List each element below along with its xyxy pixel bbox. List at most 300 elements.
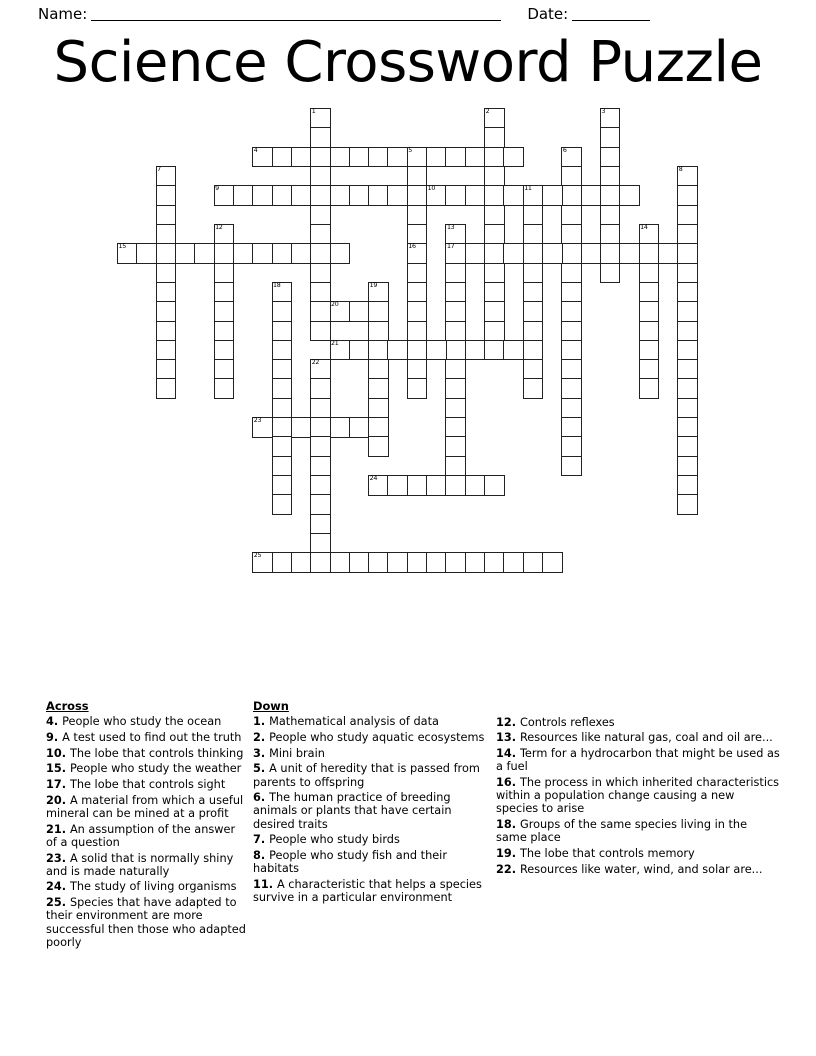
grid-cell[interactable]: [445, 301, 465, 321]
grid-cell[interactable]: [310, 282, 330, 302]
clue-item: [496, 818, 780, 844]
grid-cell[interactable]: [561, 205, 581, 225]
grid-cell-number: 24: [369, 475, 378, 483]
clue-number: 19.: [496, 846, 520, 860]
grid-cell[interactable]: [503, 552, 523, 572]
grid-cell[interactable]: [330, 301, 350, 321]
grid-cell[interactable]: [484, 108, 504, 128]
grid-cell[interactable]: [368, 436, 388, 456]
grid-cell[interactable]: [445, 359, 465, 379]
grid-cell[interactable]: [407, 359, 427, 379]
grid-cell[interactable]: [484, 552, 504, 572]
grid-cell[interactable]: [310, 301, 330, 321]
grid-cell[interactable]: [619, 185, 639, 205]
grid-cell[interactable]: [600, 127, 620, 147]
grid-cell[interactable]: [407, 205, 427, 225]
grid-cell[interactable]: [523, 282, 543, 302]
grid-cell[interactable]: [349, 417, 369, 437]
clue-text: People who study fish and their habitats: [253, 849, 447, 876]
grid-cell[interactable]: [445, 340, 465, 360]
grid-cell[interactable]: [639, 301, 659, 321]
grid-cell[interactable]: [214, 263, 234, 283]
grid-cell[interactable]: [677, 456, 697, 476]
clue-item: [46, 731, 248, 744]
grid-cell-number: 21: [331, 339, 339, 347]
clue-column-down-continued: [490, 700, 780, 951]
grid-cell[interactable]: [310, 456, 330, 476]
grid-cell[interactable]: [639, 263, 659, 283]
grid-cell[interactable]: [349, 185, 369, 205]
grid-cell[interactable]: [214, 301, 234, 321]
grid-cell-number: 8: [678, 165, 683, 173]
grid-cell[interactable]: [426, 552, 446, 572]
grid-cell[interactable]: [677, 166, 697, 186]
grid-cell[interactable]: [484, 127, 504, 147]
grid-cell[interactable]: [310, 494, 330, 514]
clue-column-down: [248, 700, 490, 951]
grid-cell[interactable]: [194, 243, 214, 263]
clue-item: [496, 731, 780, 744]
grid-cell[interactable]: [523, 243, 543, 263]
grid-cell[interactable]: [465, 243, 485, 263]
grid-cell[interactable]: [561, 185, 581, 205]
grid-cell-number: 20: [331, 301, 339, 309]
clue-text: Groups of the same species living in the same place: [496, 817, 748, 845]
grid-cell[interactable]: [445, 224, 465, 244]
grid-cell[interactable]: [310, 127, 330, 147]
grid-cell[interactable]: [272, 436, 292, 456]
grid-cell[interactable]: [465, 185, 485, 205]
grid-cell[interactable]: [600, 185, 620, 205]
grid-cell[interactable]: [368, 359, 388, 379]
grid-cell[interactable]: [677, 398, 697, 418]
grid-cell[interactable]: [407, 301, 427, 321]
grid-cell[interactable]: [445, 378, 465, 398]
grid-cell[interactable]: [445, 456, 465, 476]
grid-cell[interactable]: [600, 263, 620, 283]
grid-cell[interactable]: [677, 205, 697, 225]
grid-cell[interactable]: [291, 552, 311, 572]
grid-cell[interactable]: [233, 185, 253, 205]
grid-cell[interactable]: [677, 243, 697, 263]
grid-cell[interactable]: [677, 359, 697, 379]
grid-cell[interactable]: [484, 263, 504, 283]
grid-cell[interactable]: [310, 243, 330, 263]
grid-cell[interactable]: [310, 436, 330, 456]
grid-cell[interactable]: [407, 185, 427, 205]
grid-cell[interactable]: [310, 205, 330, 225]
grid-cell[interactable]: [387, 340, 407, 360]
grid-cell[interactable]: [639, 378, 659, 398]
grid-cell[interactable]: [291, 417, 311, 437]
grid-cell[interactable]: [349, 301, 369, 321]
grid-cell[interactable]: [117, 243, 137, 263]
grid-cell[interactable]: [523, 359, 543, 379]
grid-cell[interactable]: [156, 205, 176, 225]
grid-cell[interactable]: [445, 552, 465, 572]
grid-cell[interactable]: [214, 282, 234, 302]
grid-cell-number: 4: [253, 146, 258, 154]
clue-text: A characteristic that helps a species survive in a particular environment: [253, 877, 482, 905]
grid-cell[interactable]: [368, 475, 388, 495]
grid-cell[interactable]: [310, 147, 330, 167]
grid-cell[interactable]: [677, 417, 697, 437]
grid-cell[interactable]: [639, 321, 659, 341]
grid-cell[interactable]: [156, 359, 176, 379]
grid-cell[interactable]: [272, 243, 292, 263]
grid-cell[interactable]: [561, 359, 581, 379]
grid-cell[interactable]: [368, 340, 388, 360]
clue-text: The lobe that controls memory: [519, 846, 695, 860]
grid-cell[interactable]: [156, 166, 176, 186]
grid-cell[interactable]: [368, 185, 388, 205]
grid-cell[interactable]: [272, 340, 292, 360]
grid-cell[interactable]: [445, 243, 465, 263]
grid-cell[interactable]: [445, 436, 465, 456]
clue-number: 18.: [496, 817, 520, 831]
grid-cell[interactable]: [156, 282, 176, 302]
grid-cell[interactable]: [561, 417, 581, 437]
grid-cell[interactable]: [156, 243, 176, 263]
grid-cell[interactable]: [600, 166, 620, 186]
grid-cell[interactable]: [639, 243, 659, 263]
grid-cell[interactable]: [272, 301, 292, 321]
grid-cell[interactable]: [561, 436, 581, 456]
grid-cell[interactable]: [445, 321, 465, 341]
grid-cell[interactable]: [387, 147, 407, 167]
grid-cell[interactable]: [561, 398, 581, 418]
grid-cell[interactable]: [349, 147, 369, 167]
grid-cell[interactable]: [214, 378, 234, 398]
grid-cell[interactable]: [272, 398, 292, 418]
grid-cell[interactable]: [330, 552, 350, 572]
grid-cell[interactable]: [619, 243, 639, 263]
grid-cell[interactable]: [272, 475, 292, 495]
grid-cell[interactable]: [156, 224, 176, 244]
grid-cell[interactable]: [368, 552, 388, 572]
grid-cell[interactable]: [349, 552, 369, 572]
grid-cell[interactable]: [484, 147, 504, 167]
grid-cell[interactable]: [561, 378, 581, 398]
grid-cell[interactable]: [156, 263, 176, 283]
clue-item: [46, 715, 248, 728]
grid-cell[interactable]: [330, 417, 350, 437]
clue-item: [496, 776, 780, 816]
grid-cell[interactable]: [310, 398, 330, 418]
grid-cell[interactable]: [484, 185, 504, 205]
clue-text: A solid that is normally shiny and is made naturally: [46, 851, 234, 878]
grid-cell[interactable]: [639, 359, 659, 379]
grid-cell[interactable]: [426, 185, 446, 205]
grid-cell[interactable]: [310, 108, 330, 128]
grid-cell[interactable]: [368, 398, 388, 418]
clue-item: [46, 880, 248, 893]
grid-cell[interactable]: [252, 243, 272, 263]
grid-cell[interactable]: [252, 552, 272, 572]
grid-cell[interactable]: [310, 166, 330, 186]
grid-cell[interactable]: [310, 475, 330, 495]
grid-cell[interactable]: [677, 263, 697, 283]
grid-cell[interactable]: [677, 340, 697, 360]
clue-text: People who study aquatic ecosystems: [269, 730, 485, 744]
grid-cell[interactable]: [136, 243, 156, 263]
grid-cell-number: 1: [311, 108, 316, 115]
grid-cell-number: 25: [253, 552, 262, 560]
grid-cell[interactable]: [272, 456, 292, 476]
grid-cell[interactable]: [156, 185, 176, 205]
clue-text: The lobe that controls thinking: [69, 746, 244, 760]
grid-cell[interactable]: [368, 301, 388, 321]
grid-cell[interactable]: [272, 417, 292, 437]
grid-cell[interactable]: [677, 185, 697, 205]
grid-cell[interactable]: [214, 359, 234, 379]
grid-cell[interactable]: [272, 185, 292, 205]
grid-cell[interactable]: [214, 224, 234, 244]
grid-cell[interactable]: [600, 108, 620, 128]
grid-cell[interactable]: [445, 417, 465, 437]
grid-cell[interactable]: [523, 185, 543, 205]
grid-cell[interactable]: [484, 224, 504, 244]
grid-cell[interactable]: [561, 456, 581, 476]
grid-cell[interactable]: [677, 378, 697, 398]
grid-cell[interactable]: [523, 340, 543, 360]
clue-number: 21.: [46, 822, 70, 836]
name-label: Name:: [38, 5, 88, 23]
grid-cell[interactable]: [175, 243, 195, 263]
grid-cell[interactable]: [445, 147, 465, 167]
clue-item: [253, 715, 490, 728]
grid-cell[interactable]: [503, 340, 523, 360]
clue-item: [46, 852, 248, 878]
grid-cell[interactable]: [484, 205, 504, 225]
grid-cell[interactable]: [291, 243, 311, 263]
clue-item: [496, 847, 780, 860]
grid-cell[interactable]: [561, 243, 581, 263]
grid-cell[interactable]: [484, 243, 504, 263]
grid-cell[interactable]: [272, 378, 292, 398]
grid-cell[interactable]: [561, 263, 581, 283]
grid-cell[interactable]: [387, 552, 407, 572]
grid-cell[interactable]: [330, 147, 350, 167]
grid-cell[interactable]: [561, 147, 581, 167]
grid-cell[interactable]: [677, 475, 697, 495]
grid-cell[interactable]: [407, 263, 427, 283]
grid-cell[interactable]: [600, 243, 620, 263]
grid-cell[interactable]: [503, 243, 523, 263]
grid-cell[interactable]: [407, 166, 427, 186]
grid-cell[interactable]: [368, 147, 388, 167]
grid-cell[interactable]: [484, 282, 504, 302]
grid-cell[interactable]: [523, 224, 543, 244]
grid-cell[interactable]: [214, 340, 234, 360]
grid-cell[interactable]: [156, 378, 176, 398]
grid-cell[interactable]: [639, 340, 659, 360]
grid-cell[interactable]: [407, 224, 427, 244]
clue-item: [46, 778, 248, 791]
grid-cell[interactable]: [310, 224, 330, 244]
grid-cell[interactable]: [214, 321, 234, 341]
grid-cell[interactable]: [349, 340, 369, 360]
grid-cell[interactable]: [310, 378, 330, 398]
clue-text: Resources like natural gas, coal and oil are...: [519, 731, 773, 745]
clue-number: 1.: [253, 715, 270, 729]
grid-cell[interactable]: [233, 243, 253, 263]
clue-number: 23.: [46, 851, 70, 865]
grid-cell[interactable]: [310, 263, 330, 283]
grid-cell[interactable]: [484, 475, 504, 495]
grid-cell[interactable]: [368, 417, 388, 437]
grid-cell[interactable]: [484, 301, 504, 321]
grid-cell[interactable]: [465, 475, 485, 495]
grid-cell[interactable]: [272, 552, 292, 572]
clue-number: 17.: [46, 778, 70, 792]
grid-cell[interactable]: [310, 533, 330, 553]
grid-cell[interactable]: [407, 552, 427, 572]
clue-text: The process in which inherited characteristics within a population change causing a new species to arise: [496, 775, 780, 816]
grid-cell[interactable]: [252, 147, 272, 167]
clue-number: 5.: [253, 762, 270, 776]
clue-text: Resources like water, wind, and solar are...: [519, 862, 763, 876]
grid-cell[interactable]: [368, 282, 388, 302]
grid-cell[interactable]: [445, 398, 465, 418]
grid-cell[interactable]: [272, 147, 292, 167]
clue-number: 6.: [253, 791, 270, 805]
clues-section: [0, 700, 816, 951]
clue-item: [46, 762, 248, 775]
grid-cell[interactable]: [156, 340, 176, 360]
grid-cell[interactable]: [368, 321, 388, 341]
grid-cell[interactable]: [426, 340, 446, 360]
grid-cell[interactable]: [407, 282, 427, 302]
grid-cell[interactable]: [407, 243, 427, 263]
grid-cell[interactable]: [156, 301, 176, 321]
grid-cell[interactable]: [445, 282, 465, 302]
grid-cell[interactable]: [330, 243, 350, 263]
grid-cell[interactable]: [330, 340, 350, 360]
grid-cell[interactable]: [561, 301, 581, 321]
grid-cell[interactable]: [407, 147, 427, 167]
grid-cell[interactable]: [581, 185, 601, 205]
grid-cell-number: 2: [485, 108, 490, 115]
clue-item: [46, 747, 248, 760]
grid-cell[interactable]: [542, 185, 562, 205]
grid-cell[interactable]: [542, 243, 562, 263]
grid-cell[interactable]: [445, 185, 465, 205]
grid-cell[interactable]: [503, 147, 523, 167]
grid-cell[interactable]: [561, 224, 581, 244]
clue-text: A material from which a useful mineral can be mined at a profit: [46, 793, 244, 820]
grid-cell[interactable]: [214, 185, 234, 205]
grid-cell[interactable]: [310, 552, 330, 572]
grid-cell[interactable]: [445, 475, 465, 495]
grid-cell[interactable]: [639, 224, 659, 244]
clue-number: 24.: [46, 880, 70, 894]
grid-cell[interactable]: [387, 185, 407, 205]
grid-cell[interactable]: [407, 340, 427, 360]
grid-cell[interactable]: [484, 166, 504, 186]
grid-cell[interactable]: [581, 243, 601, 263]
grid-cell[interactable]: [561, 282, 581, 302]
grid-cell[interactable]: [214, 243, 234, 263]
grid-cell[interactable]: [310, 185, 330, 205]
down-clue-list: [253, 715, 490, 904]
grid-cell[interactable]: [426, 475, 446, 495]
grid-cell[interactable]: [272, 359, 292, 379]
grid-cell[interactable]: [523, 205, 543, 225]
grid-cell[interactable]: [252, 417, 272, 437]
grid-cell[interactable]: [561, 166, 581, 186]
clue-number: 25.: [46, 896, 70, 910]
grid-cell-number: 3: [601, 108, 606, 115]
grid-cell[interactable]: [156, 321, 176, 341]
grid-cell[interactable]: [658, 243, 678, 263]
grid-cell[interactable]: [523, 321, 543, 341]
grid-cell[interactable]: [600, 205, 620, 225]
grid-cell[interactable]: [677, 494, 697, 514]
grid-cell[interactable]: [465, 552, 485, 572]
grid-cell[interactable]: [426, 147, 446, 167]
grid-cell[interactable]: [523, 378, 543, 398]
grid-cell[interactable]: [503, 185, 523, 205]
grid-cell[interactable]: [252, 185, 272, 205]
grid-cell[interactable]: [272, 494, 292, 514]
grid-cell[interactable]: [310, 514, 330, 534]
across-clue-list: [46, 715, 248, 949]
grid-cell[interactable]: [272, 282, 292, 302]
grid-cell[interactable]: [291, 147, 311, 167]
grid-cell[interactable]: [484, 321, 504, 341]
grid-cell[interactable]: [310, 359, 330, 379]
grid-cell-number: 6: [562, 146, 567, 154]
grid-cell[interactable]: [677, 301, 697, 321]
grid-cell[interactable]: [310, 321, 330, 341]
clue-text: Species that have adapted to their environment are more successful then those who adapted poorly: [46, 896, 246, 949]
grid-cell[interactable]: [561, 340, 581, 360]
grid-cell[interactable]: [407, 378, 427, 398]
grid-cell[interactable]: [330, 185, 350, 205]
grid-cell[interactable]: [600, 147, 620, 167]
grid-cell[interactable]: [368, 378, 388, 398]
clue-text: People who study birds: [269, 833, 400, 847]
grid-cell[interactable]: [310, 417, 330, 437]
grid-cell[interactable]: [677, 436, 697, 456]
grid-cell[interactable]: [677, 282, 697, 302]
grid-cell[interactable]: [291, 185, 311, 205]
grid-cell[interactable]: [600, 224, 620, 244]
clue-item: [496, 747, 780, 773]
grid-cell[interactable]: [272, 321, 292, 341]
grid-cell-number: 9: [215, 185, 219, 193]
grid-cell[interactable]: [407, 475, 427, 495]
grid-cell[interactable]: [523, 301, 543, 321]
grid-cell[interactable]: [677, 224, 697, 244]
grid-cell[interactable]: [561, 321, 581, 341]
grid-cell[interactable]: [523, 263, 543, 283]
grid-cell[interactable]: [465, 147, 485, 167]
grid-cell[interactable]: [465, 340, 485, 360]
grid-cell[interactable]: [523, 552, 543, 572]
grid-cell-number: 23: [253, 417, 262, 425]
clue-item: [496, 863, 780, 876]
clue-column-across: [0, 700, 248, 951]
grid-cell[interactable]: [387, 475, 407, 495]
grid-cell[interactable]: [407, 321, 427, 341]
grid-cell[interactable]: [542, 552, 562, 572]
grid-cell[interactable]: [484, 340, 504, 360]
grid-cell[interactable]: [677, 321, 697, 341]
grid-cell[interactable]: [445, 263, 465, 283]
grid-cell[interactable]: [639, 282, 659, 302]
